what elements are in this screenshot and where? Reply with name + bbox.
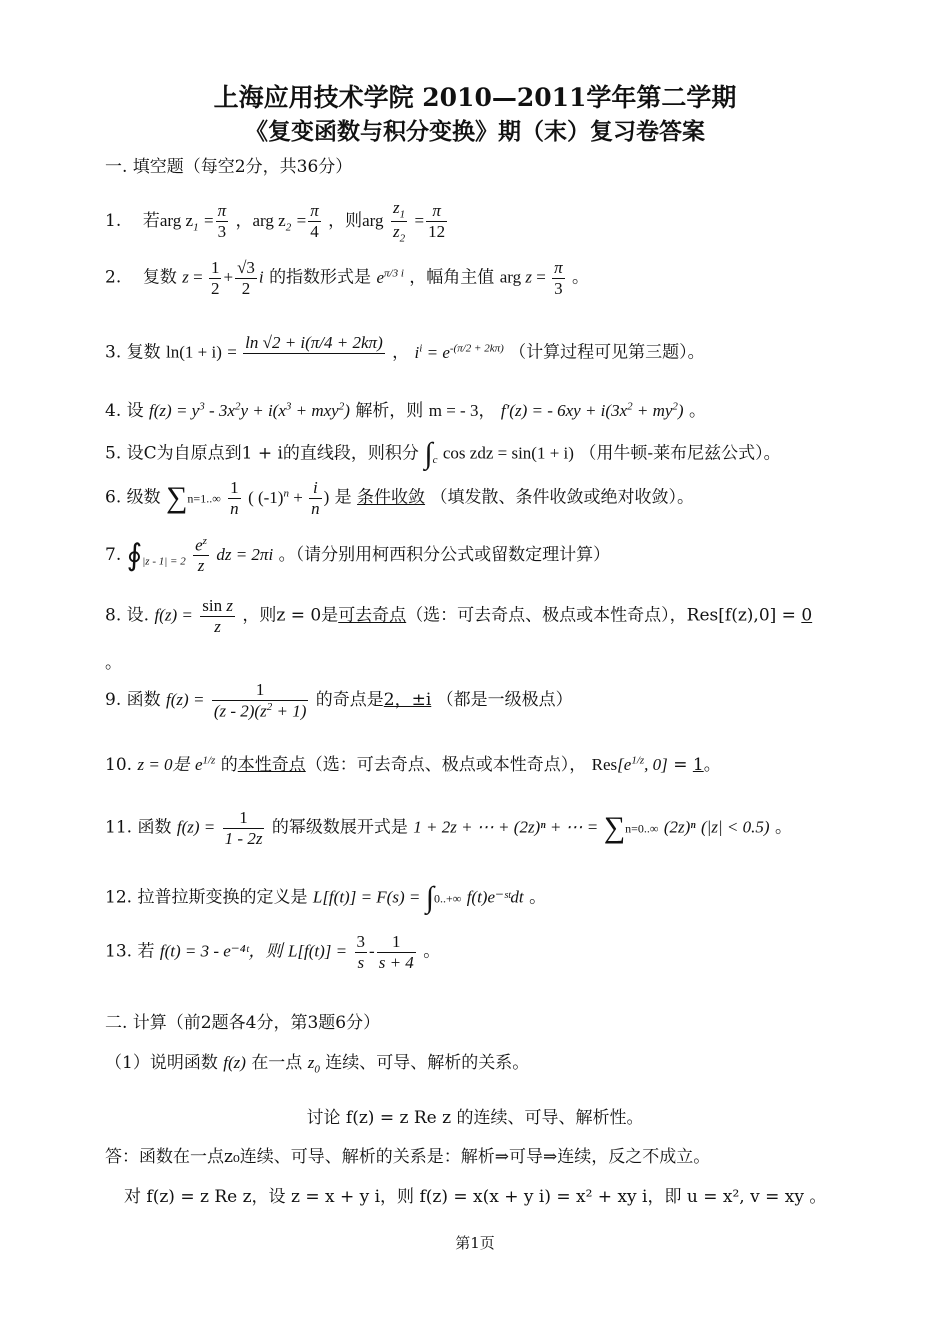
item-12-c: 。 (529, 887, 547, 908)
item-12-b: f(t)e⁻ˢᵗdt (466, 887, 524, 907)
item-3-a: ln(1 + i) (166, 342, 222, 362)
item-7-a: dz = 2πi (216, 544, 274, 564)
item-12-num: 12. 拉普拉斯变换的定义是 (105, 887, 308, 908)
item-4-c: 。 (689, 401, 706, 421)
item-6: 6. 级数 ∑n=1..∞ $\frac{1}{n}$ ( $(-1)^n$ + $\frac{i}{n}$ ) 是 条件收敛 （填发散、条件收敛或绝对收敛）。 (105, 478, 694, 518)
item-11-d: (2z)ⁿ (663, 817, 696, 837)
answer-line-2: 对 f(z) = z Re z，设 z = x + y i，则 f(z) = x(x + y i) = x² + xy i，即 u = x², v = xy 。 (124, 1187, 827, 1207)
item-1-a: 若arg z (142, 211, 194, 231)
item-12-a: L[f(t)] = F(s) = (312, 887, 421, 907)
item-6-c: （填发散、条件收敛或绝对收敛）。 (430, 487, 694, 508)
question-1-c: 连续、可导、解析的关系。 (325, 1053, 530, 1073)
item-5-num: 5. 设C为自原点到1 + i的直线段，则积分 (105, 443, 419, 464)
item-8-d: （选：可去奇点、极点或本性奇点），Res[f(z),0] = (406, 605, 796, 626)
item-5-b: （用牛顿-莱布尼兹公式）。 (579, 443, 781, 464)
item-4: 4. 设 $f(z) = y^3 - 3x^2y + i(x^3 + mxy^2)$ 解析，则 m = - 3， f′(z) = - $6xy + i(3x^2 + my^2)$ 。 (105, 400, 706, 421)
item-11-b: 的幂级数展开式是 (271, 817, 408, 838)
item-8-end: 。 (105, 653, 122, 673)
item-7: 7. $∮_{|z - 1| = 2}$ $\frac{e^z}{z}$ dz = 2πi 。（请分别用柯西积分公式或留数定理计算） (105, 535, 611, 576)
item-8-num: 8. 设. (105, 605, 150, 626)
item-10: 10. z = 0是 $e^{1/z}$ 的本性奇点（选：可去奇点、极点或本性奇点）， $Res[e^{1/z}$, 0] = 1。 (105, 754, 721, 775)
item-10-a: z = 0是 (137, 755, 190, 774)
item-10-b: 的 (220, 755, 238, 775)
item-13-num: 13. 若 (105, 941, 155, 962)
item-2-a: 复数 (142, 267, 177, 288)
item-8: 8. 设. f(z) = $\frac{\text{sin z}}{z}$ ，则z = 0是可去奇点（选：可去奇点、极点或本性奇点），Res[f(z),0] = 0 (105, 596, 813, 636)
item-9: 9. 函数 f(z) = $\frac{1}{(z - 2)(z^2 + 1)}$ 的奇点是2，±i （都是一级极点） (105, 680, 573, 721)
question-1: （1）说明函数 f(z) 在一点 $z_0$ 连续、可导、解析的关系。 (105, 1053, 530, 1076)
item-13-a: f(t) = 3 - e⁻⁴ᵗ，则 (159, 941, 283, 961)
item-3: 3. 复数 ln(1 + i) = ln √2 + i(π/4 + 2kπ) ， $i^i = e^{-(\pi/2 + 2k\pi)}$ （计算过程可见第三题）。 (105, 333, 705, 363)
item-4-b: m = - 3， (428, 401, 496, 420)
item-10-end: 。 (703, 755, 721, 775)
item-6-a: 是 (334, 487, 352, 508)
item-13-c: 。 (423, 941, 441, 962)
item-6-answer: 条件收敛 (357, 487, 426, 508)
item-11-c: 1 + 2z + ⋯ + (2z)ⁿ + ⋯ = (413, 817, 599, 837)
item-4-a: 解析，则 (355, 401, 424, 421)
item-8-residue: 0 (801, 605, 813, 626)
item-1-c: ，则arg (328, 211, 384, 231)
item-11-e: (|z| < 0.5) (701, 817, 770, 837)
item-9-b: 的奇点是 (315, 689, 384, 710)
section-1-heading: 一. 填空题（每空2分，共36分） (105, 157, 353, 177)
item-11: 11. 函数 f(z) = $\frac{1}{1 - 2z}$ 的幂级数展开式是 1 + 2z + ⋯ + (2z)ⁿ + ⋯ = ∑n=0..∞ (2z)ⁿ (|z| < 0.5) 。 (105, 808, 792, 848)
answer-line-1: 答：函数在一点z₀连续、可导、解析的关系是：解析⇒可导⇒连续，反之不成立。 (105, 1147, 711, 1167)
item-10-d: （选：可去奇点、极点或本性奇点）， (305, 755, 587, 775)
item-11-f: 。 (774, 817, 792, 838)
item-10-num: 10. (105, 755, 133, 775)
item-2-d: 。 (572, 267, 590, 288)
item-8-a: f(z) = (154, 605, 193, 625)
item-8-answer: 可去奇点 (338, 605, 407, 626)
item-10-res: Res (591, 755, 618, 774)
item-2-c: ，幅角主值 (409, 267, 495, 288)
item-9-d: （都是一级极点） (436, 689, 573, 710)
item-11-num: 11. 函数 (105, 817, 172, 838)
item-1-b: ，arg z (235, 211, 286, 231)
item-2-num: 2. (105, 267, 122, 288)
item-8-b: ，则z = 0是 (242, 605, 339, 626)
item-5-a: cos zdz = sin(1 + i) (442, 443, 574, 463)
item-7-b: 。（请分别用柯西积分公式或留数定理计算） (278, 544, 611, 565)
item-2-b: 的指数形式是 (269, 267, 372, 288)
item-2: 2. 复数 z = $\frac{1}{2}$ + $\frac{√3}{2}$ i 的指数形式是 $e^{\pi/3 i}$ ，幅角主值 arg z = $\frac{\pi}{3}$ 。 (105, 258, 590, 298)
item-3-b: ， (392, 342, 410, 363)
page-footer: 第1页 (455, 1234, 495, 1252)
item-5: 5. 设C为自原点到1 + i的直线段，则积分 $\int_c$ cos zdz = sin(1 + i) （用牛顿-莱布尼兹公式）。 (105, 437, 781, 470)
item-3-num: 3. 复数 (105, 342, 161, 363)
item-4-num: 4. 设 (105, 401, 144, 421)
title-line-2: 《复变函数与积分变换》期（末）复习卷答案 (245, 118, 705, 145)
item-9-a: f(z) = (166, 689, 205, 709)
discuss-line: 讨论 f(z) = z Re z 的连续、可导、解析性。 (306, 1108, 644, 1128)
item-13: 13. 若 f(t) = 3 - e⁻⁴ᵗ，则 L[f(t)] = $\frac{3}{s}$ - $\frac{1}{s + 4}$ 。 (105, 932, 441, 972)
item-13-b: L[f(t)] = (287, 941, 348, 961)
item-6-num: 6. 级数 (105, 487, 161, 508)
section-2-heading: 二. 计算（前2题各4分，第3题6分） (105, 1013, 381, 1033)
title-line-1: 上海应用技术学院 2010—2011学年第二学期 (213, 83, 737, 112)
item-11-a: f(z) = (176, 817, 216, 837)
item-9-answer: 2，±i (383, 689, 432, 710)
question-1-b: 在一点 (251, 1053, 303, 1073)
item-1: 1. 若arg $z_1$ = $\frac{\pi}{3}$ ，arg $z_2$ = $\frac{\pi}{4}$ ，则arg $\frac{z_1}{z_2}$ = $\frac{\pi}{12}$ (105, 198, 446, 245)
item-10-answer: 本性奇点 (237, 755, 306, 775)
item-12: 12. 拉普拉斯变换的定义是 L[f(t)] = F(s) = ∫0..+∞ f(t)e⁻ˢᵗdt 。 (105, 881, 547, 914)
item-9-num: 9. 函数 (105, 689, 161, 710)
item-1-num: 1. (105, 211, 122, 232)
item-10-residue: 1 (692, 755, 704, 775)
question-1-a: （1）说明函数 (105, 1053, 218, 1073)
item-3-c: （计算过程可见第三题）。 (509, 342, 705, 363)
item-7-num: 7. (105, 544, 122, 565)
